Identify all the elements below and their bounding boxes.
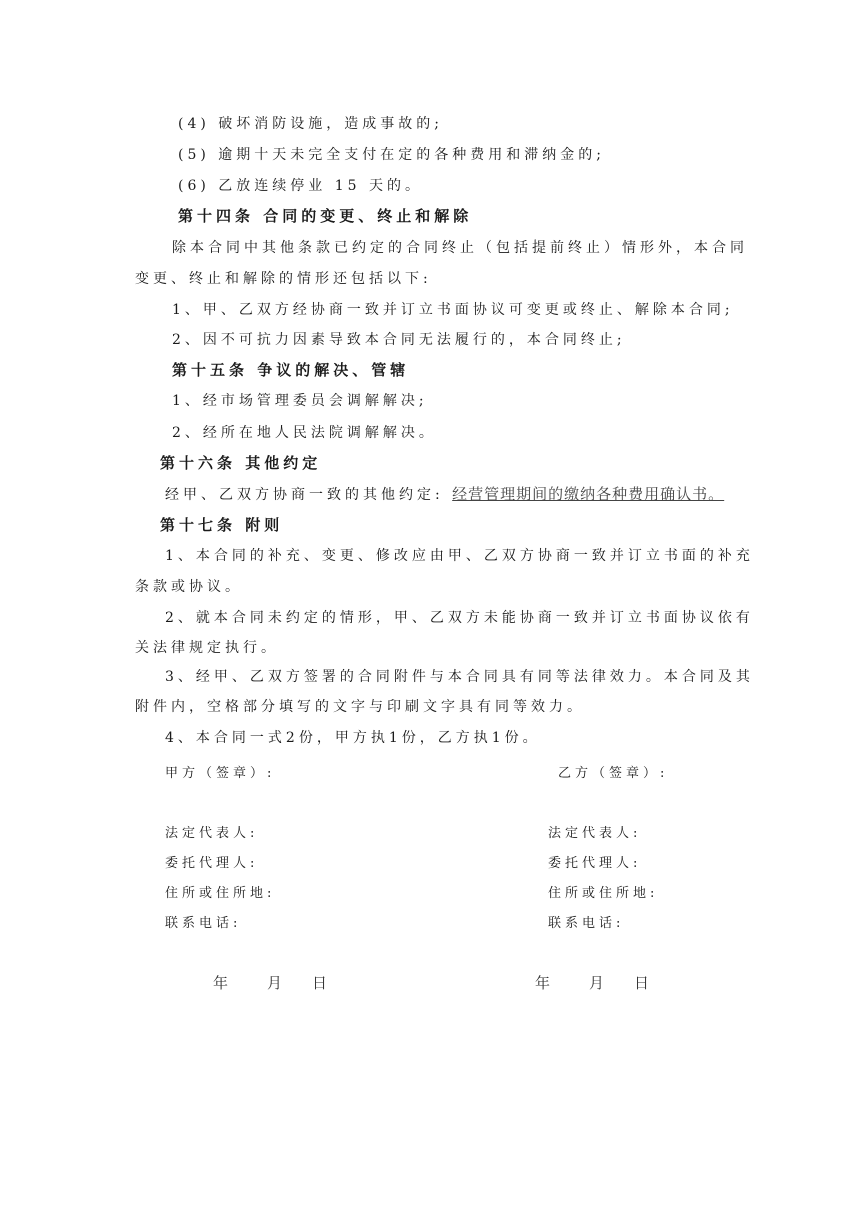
party-b-phone: 联系电话: <box>548 916 625 931</box>
party-a-phone: 联系电话: <box>165 916 242 931</box>
clause-5: (5) 逾期十天未完全支付在定的各种费用和滞纳金的; <box>178 147 605 163</box>
article-16-filled-value: 经营管理期间的缴纳各种费用确认书。 <box>452 485 725 503</box>
article-17-title: 第十七条 附则 <box>160 516 284 534</box>
clause-6: (6) 乙放连续停业 15 天的。 <box>178 178 423 194</box>
article-17-p4: 4、本合同一式2份，甲方执1份，乙方执1份。 <box>165 730 541 746</box>
article-17-p2-line1: 2、就本合同未约定的情形，甲、乙双方未能协商一致并订立书面协议依有 <box>165 610 754 626</box>
party-a-legal-rep: 法定代表人: <box>165 826 259 841</box>
article-17-p2-line2: 关法律规定执行。 <box>135 640 279 656</box>
party-b-address: 住所或住所地: <box>548 886 659 901</box>
party-a-date-day: 日 <box>312 974 328 992</box>
party-b-legal-rep: 法定代表人: <box>548 826 642 841</box>
article-17-p3-line2: 附件内，空格部分填写的文字与印刷文字具有同等效力。 <box>135 699 585 715</box>
party-b-date-month: 月 <box>589 974 605 992</box>
party-a-agent: 委托代理人: <box>165 856 259 871</box>
party-a-date-year: 年 <box>213 974 229 992</box>
article-16-lead: 经甲、乙双方协商一致的其他约定: <box>165 487 444 503</box>
article-14-item-2: 2、因不可抗力因素导致本合同无法履行的，本合同终止; <box>172 332 626 348</box>
party-a-address: 住所或住所地: <box>165 886 276 901</box>
article-17-p3-line1: 3、经甲、乙双方签署的合同附件与本合同具有同等法律效力。本合同及其 <box>165 669 754 685</box>
party-b-date-year: 年 <box>535 974 551 992</box>
article-17-p1-line2: 条款或协议。 <box>135 579 243 595</box>
clause-4: (4) 破坏消防设施，造成事故的; <box>178 116 443 132</box>
article-16-content <box>165 484 724 505</box>
article-16-title: 第十六条 其他约定 <box>160 454 322 472</box>
article-15-item-1: 1、经市场管理委员会调解解决; <box>172 393 428 409</box>
party-b-sign-label: 乙方（签章）: <box>558 766 669 781</box>
article-15-title: 第十五条 争议的解决、管辖 <box>172 361 410 379</box>
party-a-sign-label: 甲方（签章）: <box>165 766 276 781</box>
article-14-title: 第十四条 合同的变更、终止和解除 <box>178 207 473 225</box>
article-15-item-2: 2、经所在地人民法院调解解决。 <box>172 425 437 441</box>
article-14-item-1: 1、甲、乙双方经协商一致并订立书面协议可变更或终止、解除本合同; <box>172 302 734 318</box>
article-14-para-line2: 变更、终止和解除的情形还包括以下: <box>135 271 432 287</box>
party-a-date-month: 月 <box>267 974 283 992</box>
party-b-date-day: 日 <box>634 974 650 992</box>
party-b-agent: 委托代理人: <box>548 856 642 871</box>
article-14-para-line1: 除本合同中其他条款已约定的合同终止（包括提前终止）情形外，本合同 <box>172 240 748 256</box>
article-17-p1-line1: 1、本合同的补充、变更、修改应由甲、乙双方协商一致并订立书面的补充 <box>165 548 754 564</box>
